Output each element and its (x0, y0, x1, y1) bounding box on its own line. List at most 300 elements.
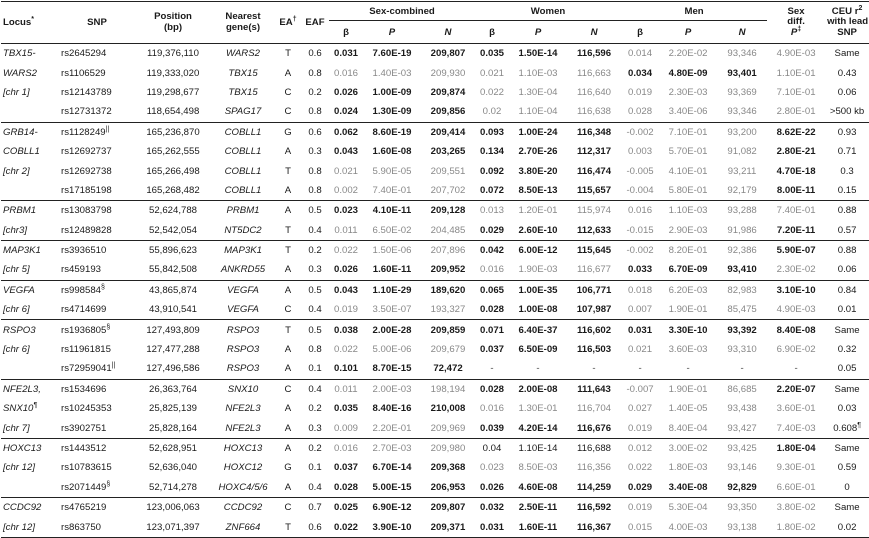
cell-snp: rs12692737 (61, 146, 112, 158)
cell-position: 25,828,164 (148, 422, 197, 434)
table-row (1, 280, 869, 300)
cell-locus: [chr3] (3, 224, 27, 236)
cell-sex-diff-p: 3.10E-10 (767, 280, 825, 300)
table-row (1, 438, 869, 458)
cell-position: 52,714,278 (148, 481, 197, 493)
cell-beta-men: 0.034 (628, 67, 653, 79)
cell-p-men: 2.90E-03 (668, 224, 708, 236)
cell-ea: C (284, 106, 292, 118)
cell-n-combined: 209,414 (421, 122, 475, 142)
cell-ceu-r2: 0.71 (837, 146, 857, 158)
cell-n-combined: 209,930 (430, 67, 466, 79)
cell-eaf: 0.3 (308, 146, 322, 158)
cell-ceu-r2: 0.02 (825, 517, 869, 537)
cell-beta-men: 0.029 (628, 481, 653, 493)
cell-p-combined: 6.50E-02 (372, 224, 412, 236)
cell-p-women: 3.80E-20 (518, 165, 558, 177)
cell-locus (1, 359, 59, 379)
header-group-women: Women (475, 2, 621, 21)
cell-beta-combined: 0.038 (329, 320, 363, 340)
cell-eaf: 0.4 (308, 304, 322, 316)
cell-ceu-r2: 0.93 (825, 122, 869, 142)
cell-eaf: 0.2 (308, 403, 322, 415)
cell-p-women: 1.10E-04 (518, 106, 558, 118)
cell-position: 127,493,809 (135, 320, 211, 340)
header-n-women: N (567, 21, 621, 44)
cell-snp: rs459193 (61, 264, 102, 276)
cell-snp: rs17185198 (61, 184, 112, 196)
cell-eaf: 0.2 (301, 438, 329, 458)
cell-beta-men: 0.027 (628, 403, 653, 415)
cell-beta-women: 0.071 (475, 320, 509, 340)
cell-p-combined: 2.20E-01 (372, 422, 412, 434)
cell-beta-men: 0.018 (621, 280, 659, 300)
cell-snp: rs12731372 (61, 106, 112, 118)
cell-position: 52,628,951 (135, 438, 211, 458)
cell-n-combined: 209,368 (430, 462, 466, 474)
cell-snp: rs12692738 (61, 165, 112, 177)
cell-nearest-gene: NFE2L3 (225, 403, 261, 415)
table-row (1, 44, 869, 64)
cell-n-women: 106,771 (567, 280, 621, 300)
cell-ea: C (275, 497, 301, 517)
cell-eaf: 0.2 (301, 240, 329, 260)
table-row (1, 458, 869, 477)
cell-p-men: 5.80E-01 (668, 184, 708, 196)
cell-p-women: 1.60E-11 (509, 517, 567, 537)
cell-ea: A (284, 344, 292, 356)
table-row (1, 221, 869, 241)
cell-locus: [chr 12] (1, 517, 59, 537)
cell-snp: rs72959041|| (61, 362, 116, 375)
cell-beta-women: 0.02 (482, 106, 502, 118)
cell-position: 123,006,063 (135, 497, 211, 517)
cell-nearest-gene: COBLL1 (211, 122, 275, 142)
cell-p-combined: 1.10E-29 (363, 280, 421, 300)
cell-beta-combined: 0.002 (333, 184, 358, 196)
cell-sex-diff-p: 7.20E-11 (776, 224, 816, 236)
cell-eaf: 0.4 (308, 224, 322, 236)
cell-p-women: 1.30E-01 (518, 403, 558, 415)
cell-n-men: 93,211 (727, 165, 757, 177)
cell-ea: A (284, 184, 292, 196)
cell-eaf: 0.5 (301, 280, 329, 300)
cell-n-men: 93,392 (717, 320, 767, 340)
header-nearest-gene: Nearest gene(s) (211, 2, 275, 44)
cell-nearest-gene: VEGFA (227, 304, 259, 316)
cell-nearest-gene: WARS2 (226, 48, 260, 60)
table-row (1, 201, 869, 221)
header-p-women: P (509, 21, 567, 44)
cell-ceu-r2: 0.01 (837, 304, 857, 316)
cell-p-combined: 1.60E-11 (372, 264, 412, 276)
header-group-sex-combined: Sex-combined (329, 2, 475, 21)
cell-beta-men: -0.007 (621, 379, 659, 399)
cell-n-women: 116,474 (576, 165, 612, 177)
cell-sex-diff-p: 7.40E-01 (767, 201, 825, 221)
cell-beta-combined: 0.101 (333, 363, 358, 375)
cell-p-women: 8.50E-13 (518, 184, 558, 196)
cell-nearest-gene: ZNF664 (211, 517, 275, 537)
cell-position: 52,624,788 (135, 201, 211, 221)
cell-nearest-gene: CCDC92 (211, 497, 275, 517)
table-row (1, 418, 869, 438)
table-row (1, 260, 869, 280)
cell-n-men: 92,829 (727, 481, 757, 493)
cell-position: 55,842,508 (148, 264, 197, 276)
cell-beta-women: - (490, 363, 494, 375)
header-p-combined: P (363, 21, 421, 44)
cell-p-combined: 6.70E-14 (372, 462, 412, 474)
cell-ceu-r2: 0.06 (837, 264, 857, 276)
cell-p-men: 2.30E-03 (668, 86, 708, 98)
cell-eaf: 0.5 (301, 201, 329, 221)
cell-position: 25,825,139 (148, 403, 197, 415)
cell-p-men: 5.30E-04 (659, 497, 717, 517)
cell-n-men: 92,179 (727, 184, 757, 196)
cell-n-combined: 209,952 (430, 264, 466, 276)
cell-n-women: 112,633 (576, 224, 612, 236)
cell-p-men: 4.80E-09 (668, 67, 708, 79)
cell-locus: TBX15- (3, 48, 36, 60)
cell-snp: rs12143789 (61, 86, 112, 98)
header-locus: Locus* (1, 2, 59, 44)
cell-locus: [chr 6] (3, 304, 30, 316)
cell-p-combined: 1.50E-06 (363, 240, 421, 260)
cell-beta-combined: 0.024 (333, 106, 358, 118)
cell-p-combined: 8.40E-16 (372, 403, 412, 415)
cell-ceu-r2: 0.43 (837, 67, 857, 79)
table-row (1, 181, 869, 201)
cell-p-women: 2.70E-26 (518, 146, 558, 158)
cell-beta-combined: 0.011 (334, 224, 358, 236)
cell-nearest-gene: NT5DC2 (224, 224, 262, 236)
cell-ea: A (275, 438, 301, 458)
cell-nearest-gene: ANKRD55 (220, 264, 266, 276)
cell-p-combined: 4.10E-11 (363, 201, 421, 221)
cell-position: 165,236,870 (135, 122, 211, 142)
cell-beta-men: -0.005 (626, 165, 654, 177)
cell-beta-men: 0.003 (628, 146, 653, 158)
cell-ceu-r2: Same (834, 48, 860, 60)
cell-n-combined: 203,265 (430, 146, 466, 158)
cell-p-men: 5.70E-01 (668, 146, 708, 158)
cell-beta-women: 0.134 (480, 146, 505, 158)
cell-n-combined: 209,371 (421, 517, 475, 537)
cell-nearest-gene: TBX15 (228, 86, 258, 98)
table-row (1, 379, 869, 399)
cell-locus (1, 478, 59, 498)
cell-position: 127,496,586 (146, 363, 200, 375)
cell-nearest-gene: COBLL1 (224, 165, 262, 177)
cell-locus (1, 102, 59, 122)
cell-beta-women: 0.026 (480, 481, 505, 493)
cell-locus: CCDC92 (1, 497, 59, 517)
cell-beta-women: 0.013 (475, 201, 509, 221)
cell-p-men: 3.00E-02 (659, 438, 717, 458)
cell-snp: rs10245353 (61, 403, 112, 415)
cell-ceu-r2: 0.59 (837, 462, 857, 474)
cell-n-women: 107,987 (576, 304, 612, 316)
cell-p-women: 1.00E-24 (509, 122, 567, 142)
cell-p-women: 1.90E-03 (518, 264, 558, 276)
cell-n-women: 116,640 (577, 86, 612, 98)
cell-nearest-gene: SNX10 (211, 379, 275, 399)
cell-beta-combined: 0.026 (333, 86, 358, 98)
results-table (1, 1, 869, 538)
cell-beta-men: 0.019 (628, 422, 653, 434)
cell-position: 119,333,020 (146, 67, 200, 79)
cell-beta-men: 0.031 (621, 320, 659, 340)
cell-ceu-r2: 0.88 (825, 240, 869, 260)
cell-n-women: 116,688 (567, 438, 621, 458)
cell-ea: A (275, 201, 301, 221)
cell-sex-diff-p: 1.80E-02 (767, 517, 825, 537)
cell-ea: T (275, 517, 301, 537)
cell-sex-diff-p: 6.60E-01 (776, 481, 816, 493)
cell-eaf: 0.5 (301, 320, 329, 340)
cell-position: 118,654,498 (146, 106, 200, 118)
cell-beta-combined: 0.043 (333, 146, 358, 158)
cell-p-women: 1.30E-04 (518, 86, 558, 98)
cell-beta-women: 0.04 (475, 438, 509, 458)
cell-p-men: 1.10E-03 (659, 201, 717, 221)
cell-n-women: 116,356 (577, 462, 612, 474)
cell-nearest-gene: RSPO3 (226, 363, 260, 375)
cell-ceu-r2: 0.84 (825, 280, 869, 300)
cell-beta-men: 0.007 (628, 304, 653, 316)
cell-beta-women: 0.032 (475, 497, 509, 517)
cell-nearest-gene: COBLL1 (224, 184, 262, 196)
cell-p-men: 3.60E-03 (668, 344, 708, 356)
cell-beta-combined: 0.016 (329, 438, 363, 458)
cell-ceu-r2: 0.3 (840, 165, 854, 177)
cell-n-men: 93,438 (727, 403, 757, 415)
cell-snp: rs2071449§ (61, 480, 111, 493)
cell-n-men: 93,146 (727, 462, 757, 474)
cell-locus: [chr 5] (3, 264, 30, 276)
cell-position: 165,268,482 (146, 184, 200, 196)
cell-nearest-gene: PRBM1 (211, 201, 275, 221)
table-body (1, 44, 869, 538)
cell-eaf: 0.3 (308, 422, 322, 434)
cell-snp: rs1128249|| (59, 122, 135, 142)
cell-n-women: 116,592 (567, 497, 621, 517)
cell-sex-diff-p: 8.62E-22 (767, 122, 825, 142)
cell-n-combined: 209,874 (430, 86, 466, 98)
cell-n-men: 93,200 (717, 122, 767, 142)
cell-locus: [chr 6] (3, 344, 30, 356)
cell-ceu-r2: 0 (844, 481, 850, 493)
cell-n-women: 114,259 (576, 481, 612, 493)
cell-beta-combined: 0.025 (329, 497, 363, 517)
cell-ea: A (284, 67, 292, 79)
cell-beta-combined: 0.009 (333, 422, 358, 434)
cell-beta-men: 0.014 (628, 48, 653, 60)
cell-n-women: 115,974 (567, 201, 621, 221)
cell-n-men: 92,386 (717, 240, 767, 260)
table-header (1, 2, 869, 44)
cell-beta-combined: 0.037 (333, 462, 358, 474)
cell-snp: rs1936805§ (59, 320, 135, 340)
cell-beta-men: -0.002 (621, 122, 659, 142)
cell-p-combined: 1.40E-03 (372, 67, 412, 79)
cell-beta-women: 0.016 (480, 403, 505, 415)
cell-p-men: 3.30E-10 (659, 320, 717, 340)
cell-ea: T (285, 224, 291, 236)
cell-beta-women: 0.035 (480, 48, 505, 60)
cell-n-women: 116,596 (576, 48, 612, 60)
cell-beta-combined: 0.019 (333, 304, 358, 316)
cell-p-women: 6.50E-09 (518, 344, 558, 356)
cell-eaf: 0.6 (301, 517, 329, 537)
cell-ceu-r2: 0.32 (837, 344, 857, 356)
cell-beta-women: 0.023 (480, 462, 505, 474)
cell-p-combined: 6.90E-12 (363, 497, 421, 517)
cell-beta-men: 0.021 (628, 344, 653, 356)
cell-p-combined: 5.00E-15 (372, 481, 412, 493)
cell-nearest-gene: SPAG17 (224, 106, 262, 118)
cell-p-combined: 8.60E-19 (363, 122, 421, 142)
cell-n-combined: 209,551 (430, 165, 466, 177)
table-row (1, 300, 869, 320)
cell-n-women: 116,367 (567, 517, 621, 537)
header-ea: EA† (275, 2, 301, 44)
cell-sex-diff-p: 3.60E-01 (776, 403, 816, 415)
cell-n-men: 86,685 (717, 379, 767, 399)
cell-p-men: 4.10E-01 (668, 165, 708, 177)
cell-position: 119,298,677 (146, 86, 200, 98)
cell-p-men: 1.90E-01 (668, 304, 708, 316)
cell-n-men: 93,401 (727, 67, 757, 79)
cell-sex-diff-p: 8.00E-11 (776, 184, 816, 196)
cell-p-men: 2.20E-02 (668, 48, 708, 60)
cell-ea: T (285, 48, 291, 60)
cell-beta-men: -0.015 (626, 224, 654, 236)
table-row (1, 83, 869, 102)
cell-p-combined: 8.70E-15 (372, 363, 412, 375)
cell-eaf: 0.6 (308, 48, 322, 60)
cell-sex-diff-p: 4.90E-03 (776, 304, 816, 316)
cell-beta-men: - (638, 363, 642, 375)
cell-p-combined: 5.00E-06 (372, 344, 412, 356)
cell-eaf: 0.8 (308, 67, 322, 79)
cell-locus: GRB14- (1, 122, 59, 142)
cell-n-men: 93,350 (717, 497, 767, 517)
cell-n-men: 93,369 (727, 86, 757, 98)
cell-beta-men: 0.028 (628, 106, 653, 118)
cell-p-men: 6.70E-09 (668, 264, 708, 276)
cell-eaf: 0.1 (308, 462, 322, 474)
header-beta-combined: β (329, 21, 363, 44)
cell-eaf: 0.6 (301, 122, 329, 142)
cell-sex-diff-p: 3.80E-02 (767, 497, 825, 517)
cell-snp: rs3902751 (61, 422, 107, 434)
cell-locus: [chr 1] (3, 86, 30, 98)
cell-position: 43,865,874 (135, 280, 211, 300)
cell-beta-women: 0.021 (480, 67, 505, 79)
cell-eaf: 0.8 (308, 184, 322, 196)
cell-beta-men: 0.033 (628, 264, 653, 276)
cell-beta-men: -0.004 (626, 184, 654, 196)
cell-n-combined: 209,969 (430, 422, 466, 434)
cell-p-women: 1.50E-14 (518, 48, 558, 60)
cell-n-women: 116,704 (577, 403, 612, 415)
cell-p-women: 4.20E-14 (518, 422, 558, 434)
cell-ea: A (284, 146, 292, 158)
cell-p-women: 8.50E-03 (518, 462, 558, 474)
table-row (1, 399, 869, 418)
cell-n-women: 116,677 (577, 264, 612, 276)
cell-n-men: 85,475 (727, 304, 757, 316)
header-p-men: P (659, 21, 717, 44)
cell-snp: rs4714699 (61, 304, 107, 316)
cell-nearest-gene: HOXC4/5/6 (218, 481, 268, 493)
cell-eaf: 0.7 (301, 497, 329, 517)
cell-p-combined: 7.60E-19 (372, 48, 412, 60)
cell-n-combined: 189,620 (421, 280, 475, 300)
table-row (1, 478, 869, 498)
cell-p-women: 4.60E-08 (518, 481, 558, 493)
cell-sex-diff-p: 2.80E-01 (776, 106, 816, 118)
cell-p-women: 6.00E-12 (509, 240, 567, 260)
cell-beta-women: 0.093 (475, 122, 509, 142)
cell-locus: [chr 2] (3, 165, 30, 177)
cell-ea: C (284, 304, 292, 316)
header-beta-men: β (621, 21, 659, 44)
cell-eaf: 0.4 (308, 481, 322, 493)
cell-n-men: 93,427 (727, 422, 757, 434)
table-row (1, 517, 869, 537)
cell-position: 165,266,498 (146, 165, 200, 177)
cell-nearest-gene: RSPO3 (211, 320, 275, 340)
cell-beta-women: 0.028 (480, 304, 505, 316)
cell-p-combined: 3.50E-07 (372, 304, 412, 316)
cell-ceu-r2: Same (825, 379, 869, 399)
cell-p-men: 1.80E-03 (668, 462, 708, 474)
cell-n-men: 93,346 (727, 48, 757, 60)
cell-n-men: 93,138 (717, 517, 767, 537)
cell-nearest-gene: MAP3K1 (211, 240, 275, 260)
cell-p-combined: 3.90E-10 (363, 517, 421, 537)
cell-sex-diff-p: 4.70E-18 (776, 165, 816, 177)
cell-n-combined: 209,807 (430, 48, 466, 60)
cell-beta-combined: 0.016 (333, 67, 358, 79)
cell-n-women: 112,317 (576, 146, 612, 158)
cell-p-combined: 2.00E-03 (363, 379, 421, 399)
cell-p-combined: 1.00E-09 (372, 86, 412, 98)
cell-p-men: - (686, 363, 690, 375)
cell-n-combined: 209,856 (430, 106, 466, 118)
cell-n-women: 116,663 (577, 67, 612, 79)
cell-p-men: 8.40E-04 (668, 422, 708, 434)
cell-snp: rs998584§ (59, 280, 135, 300)
table-row (1, 161, 869, 180)
cell-beta-combined: 0.021 (333, 165, 358, 177)
cell-ea: A (284, 481, 292, 493)
cell-ea: T (275, 240, 301, 260)
cell-beta-women: 0.037 (480, 344, 505, 356)
cell-sex-diff-p: 1.10E-01 (776, 67, 816, 79)
cell-position: 123,071,397 (135, 517, 211, 537)
cell-beta-women: 0.065 (475, 280, 509, 300)
cell-beta-combined: 0.011 (329, 379, 363, 399)
cell-snp: rs10783615 (61, 462, 112, 474)
cell-eaf: 0.3 (308, 264, 322, 276)
cell-n-combined: 209,807 (421, 497, 475, 517)
cell-beta-men: 0.019 (628, 86, 653, 98)
cell-ea: A (284, 363, 292, 375)
